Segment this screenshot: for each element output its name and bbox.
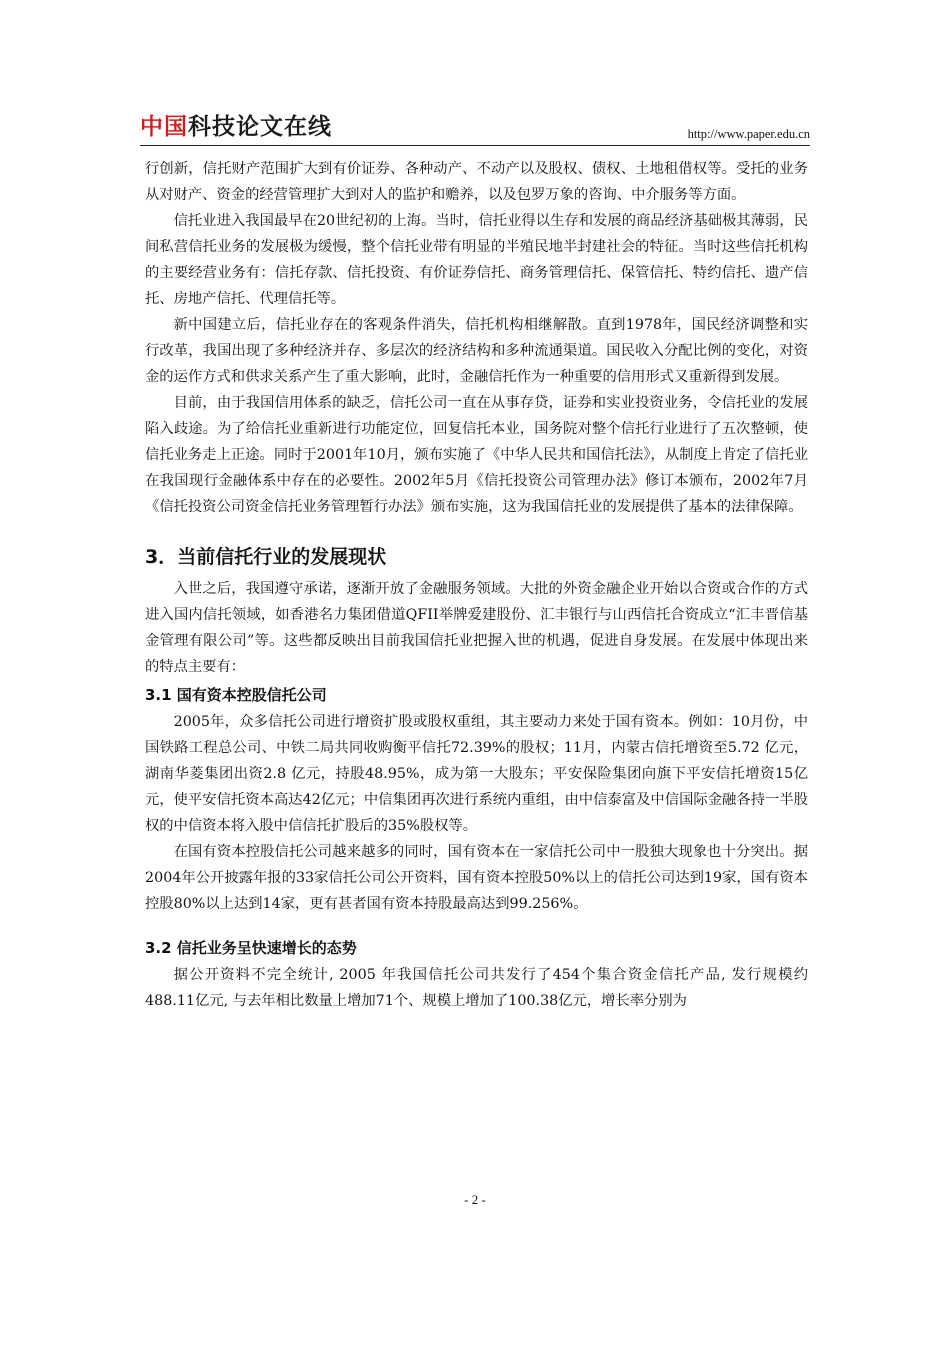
logo-dark-text: 科技论文在线 <box>188 114 332 140</box>
site-logo <box>140 112 332 142</box>
section-3-1-heading: 3.1 国有资本控股信托公司 <box>145 686 327 704</box>
logo-red-text: 中国 <box>140 114 188 140</box>
paragraph-8: 据公开资料不完全统计, 2005 年我国信托公司共发行了454个集合资金信托产品, 发行规模约488.11亿元, 与去年相比数量上增加71个、规模上增加了100.38亿元，增长率分别为 <box>145 967 808 1009</box>
page-number: - 2 - <box>464 1192 486 1207</box>
paragraph-6: 2005年，众多信托公司进行增资扩股或股权重组，其主要动力来处于国有资本。例如：10月份，中国铁路工程总公司、中铁二局共同收购衡平信托72.39%的股权；11月，内蒙古信托增资至5.72 亿元，湖南华菱集团出资2.8 亿元，持股48.95%，成为第一大股东；平安保险集团向旗下平安信托增资15亿元，使平安信托资本高达42亿元；中信集团再次进行系统内重组，由中信泰富及中信国际金融各持一半股权的中信资本将入股中信信托扩股后的35%股权等。 <box>145 714 808 834</box>
paragraph-4: 目前，由于我国信用体系的缺乏，信托公司一直在从事存贷，证券和实业投资业务，令信托业的发展陷入歧途。为了给信托业重新进行功能定位，回复信托本业，国务院对整个信托行业进行了五次整顿，使信托业务走上正途。同时于2001年10月，颁布实施了《中华人民共和国信托法》，从制度上肯定了信托业在我国现行金融体系中存在的必要性。2002年5月《信托投资公司管理办法》修订本颁布，2002年7月《信托投资公司资金信托业务管理暂行办法》颁布实施，这为我国信托业的发展提供了基本的法律保障。 <box>145 395 808 515</box>
page-header <box>140 112 810 146</box>
paragraph-3: 新中国建立后，信托业存在的客观条件消失，信托机构相继解散。直到1978年，国民经济调整和实行改革，我国出现了多种经济并存、多层次的经济结构和多种流通渠道。国民收入分配比例的变化，对资金的运作方式和供求关系产生了重大影响，此时，金融信托作为一种重要的信用形式又重新得到发展。 <box>145 317 808 385</box>
paragraph-1: 行创新，信托财产范围扩大到有价证券、各种动产、不动产以及股权、债权、土地租借权等。受托的业务从对财产、资金的经营管理扩大到对人的监护和赡养，以及包罗万象的咨询、中介服务等方面。 <box>145 161 808 203</box>
paragraph-5: 入世之后，我国遵守承诺，逐渐开放了金融服务领域。大批的外资金融企业开始以合资或合作的方式进入国内信托领域，如香港名力集团借道QFII举牌爱建股份、汇丰银行与山西信托合资成立“汇丰晋信基金管理有限公司”等。这些都反映出目前我国信托业把握入世的机遇，促进自身发展。在发展中体现出来的特点主要有： <box>145 581 808 675</box>
paragraph-7: 在国有资本控股信托公司越来越多的同时，国有资本在一家信托公司中一股独大现象也十分突出。据2004年公开披露年报的33家信托公司公开资料，国有资本控股50%以上的信托公司达到19家，国有资本控股80%以上达到14家，更有甚者国有资本持股最高达到99.256%。 <box>145 844 808 912</box>
site-url: http://www.paper.edu.cn <box>687 127 810 141</box>
page-content <box>145 156 808 1014</box>
header-divider <box>140 145 810 146</box>
paragraph-2: 信托业进入我国最早在20世纪初的上海。当时，信托业得以生存和发展的商品经济基础极其薄弱，民间私营信托业务的发展极为缓慢，整个信托业带有明显的半殖民地半封建社会的特征。当时这些信托机构的主要经营业务有：信托存款、信托投资、有价证券信托、商务管理信托、保管信托、特约信托、遗产信托、房地产信托、代理信托等。 <box>145 213 808 307</box>
section-3-2-heading: 3.2 信托业务呈快速增长的态势 <box>145 939 357 957</box>
section-3-heading: 3．当前信托行业的发展现状 <box>145 546 387 568</box>
